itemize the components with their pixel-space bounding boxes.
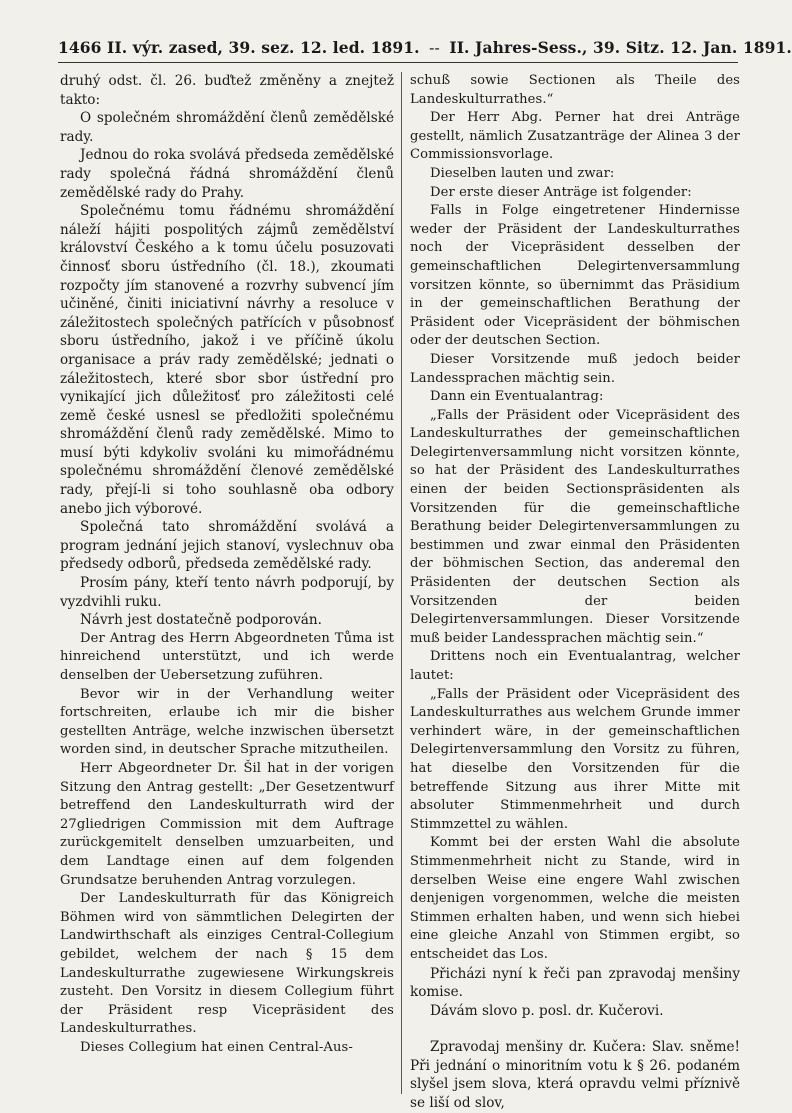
column-divider <box>401 72 402 1094</box>
paragraph: „Falls der Präsident oder Vicepräsident des Landeskulturrathes der gemeinschaftlichen Delegirtenversammlung nicht vorsitzen könnte, so hat der Präsident des Landeskulturrathes einen der beiden Sectionspräsidenten als Vorsitzenden für die gemeinschaftliche Berathung beider Delegirtenversammlungen zu bestimmen und zwar einmal den Präsidenten der böhmischen Section, das anderemal den Präsidenten der deutschen Section als Vorsitzenden der beiden Delegirtenversammlungen. Dieser Vorsitzende muß beider Landessprachen mächtig sein.“ <box>410 407 740 646</box>
paragraph: Návrh jest dostatečně podporován. <box>80 612 322 629</box>
paragraph: Dávám slovo p. posl. dr. Kučerovi. <box>430 1002 664 1019</box>
paragraph: Der erste dieser Anträge ist folgender: <box>430 184 692 200</box>
header-czech: 1466 II. výr. zased, 39. sez. 12. led. 1891. <box>58 38 420 57</box>
paragraph: schuß sowie Sectionen als Theile des Landeskulturrathes.“ <box>410 73 740 107</box>
paragraph: Herr Abgeordneter Dr. Šil hat in der vorigen Sitzung den Antrag gestellt: „Der Gesetzentwurf betreffend den Landeskulturrath wird der 27gliedrigen Commission mit dem Auftrage zurückgemitelt denselben umzuarbeiten, und dem Landtage einen auf dem folgenden Grundsatze beruhenden Antrag vorzulegen. <box>60 760 394 888</box>
paragraph: Der Landeskulturrath für das Königreich Böhmen wird von sämmtlichen Delegirten der Landwirthschaft als einziges Central-Collegium gebildet, welchem der nach § 15 dem Landeskulturrathe zugewiesene Wirkungskreis zusteht. Den Vorsitz in diesem Collegium führt der Präsident resp Vicepräsident des Landeskulturrathes. <box>60 891 394 1037</box>
paragraph: Dieselben lauten und zwar: <box>430 165 615 181</box>
paragraph: Bevor wir in der Verhandlung weiter fortschreiten, erlaube ich mir die bisher gestellten Anträge, welche inzwischen übersetzt worden sind, in deutscher Sprache mitzutheilen. <box>60 686 394 758</box>
paragraph: Společná tato shromáždění svolává a program jednání jejich stanoví, vyslechnuv oba předsedy odborů, předseda zemědělské rady. <box>60 519 394 573</box>
left-column <box>60 72 394 1094</box>
header-separator: -- <box>429 39 440 57</box>
right-column <box>410 72 740 1112</box>
paragraph: O společném shromáždění členů zemědělské rady. <box>60 110 394 145</box>
paragraph: Přicházi nyní k řeči pan zpravodaj menšiny komise. <box>410 965 740 1001</box>
paragraph: druhý odst. čl. 26. buďtež změněny a znejtež takto: <box>60 73 394 108</box>
paragraph: Dieses Collegium hat einen Central-Aus- <box>80 1039 353 1055</box>
paragraph: Jednou do roka svolává předseda zemědělské rady společná řádná shromáždění členů zemědělské rady do Prahy. <box>60 147 394 201</box>
paragraph: Der Antrag des Herrn Abgeordneten Tůma ist hinreichend unterstützt, und ich werde denselben der Uebersetzung zuführen. <box>60 630 394 683</box>
paragraph: Der Herr Abg. Perner hat drei Anträge gestellt, nämlich Zusatzanträge der Alinea 3 der Commissionsvorlage. <box>410 110 740 163</box>
paragraph: Společnému tomu řádnému shromáždění náleží hájiti pospolitých zájmů zemědělství království Českého a k tomu účelu posuzovati činnosť sboru ústředního (čl. 18.), zkoumati rozpočty jím stanovené a rozvrhy subvencí jím učiněné, činiti iniciativní návrhy a resoluce v záležitostech společných patřících v působnosť sboru ústředního, jakož i ve příčině úkolu organisace a práv rady zemědělské; jednati o záležitostech, které sbor sbor ústřední pro vynikající jich důležitosť pro záležitosti celé země české usnesl se předložiti společnému shromáždění členů rady zemědělské. Mimo to musí býti kdykoliv svoláni ku mimořádnému společnému shromáždění členové zemědělské rady, přejí-li si toho souhlasně oba odbory anebo jich výborové. <box>60 203 394 517</box>
paragraph: Dieser Vorsitzende muß jedoch beider Landessprachen mächtig sein. <box>410 351 740 386</box>
paragraph: Zpravodaj menšiny dr. Kučera: Slav. sněme! Při jednání o minoritním votu k § 26. podaném slyšel jsem slova, která opravdu velmi příznivě se liší od slov, <box>410 1039 740 1112</box>
header-rule <box>58 62 738 63</box>
paragraph: „Falls der Präsident oder Vicepräsident des Landeskulturrathes aus welchem Grunde immer verhindert wäre, in der gemeinschaftlichen Delegirtenversammlung den Vorsitz zu führen, hat dieselbe den Vorsitzenden für die betreffende Sitzung aus ihrer Mitte mit absoluter Stimmenmehrheit und durch Stimmzettel zu wählen. <box>410 686 740 832</box>
page-header <box>58 38 792 57</box>
paragraph: Prosím pány, kteří tento návrh podporují, by vyzdvihli ruku. <box>60 575 394 610</box>
header-german: II. Jahres-Sess., 39. Sitz. 12. Jan. 1891. <box>449 38 792 57</box>
paragraph: Falls in Folge eingetretener Hindernisse weder der Präsident der Landeskulturrathes noch der Vicepräsident desselben der gemeinschaftlichen Delegirtenversammlung vorsitzen könnte, so übernimmt das Präsidium in der gemeinschaftlichen Berathung der Präsident oder Vicepräsident der böhmischen oder der deutschen Section. <box>410 203 740 349</box>
paragraph: Dann ein Eventualantrag: <box>430 389 604 405</box>
paragraph: Kommt bei der ersten Wahl die absolute Stimmenmehrheit nicht zu Stande, wird in derselben Weise eine engere Wahl zwischen denjenigen vorgenommen, welche die meisten Stimmen erhalten haben, und wenn sich hiebei eine gleiche Anzahl von Stimmen ergibt, so entscheidet das Los. <box>410 835 740 962</box>
paragraph: Drittens noch ein Eventualantrag, welcher lautet: <box>410 649 740 683</box>
